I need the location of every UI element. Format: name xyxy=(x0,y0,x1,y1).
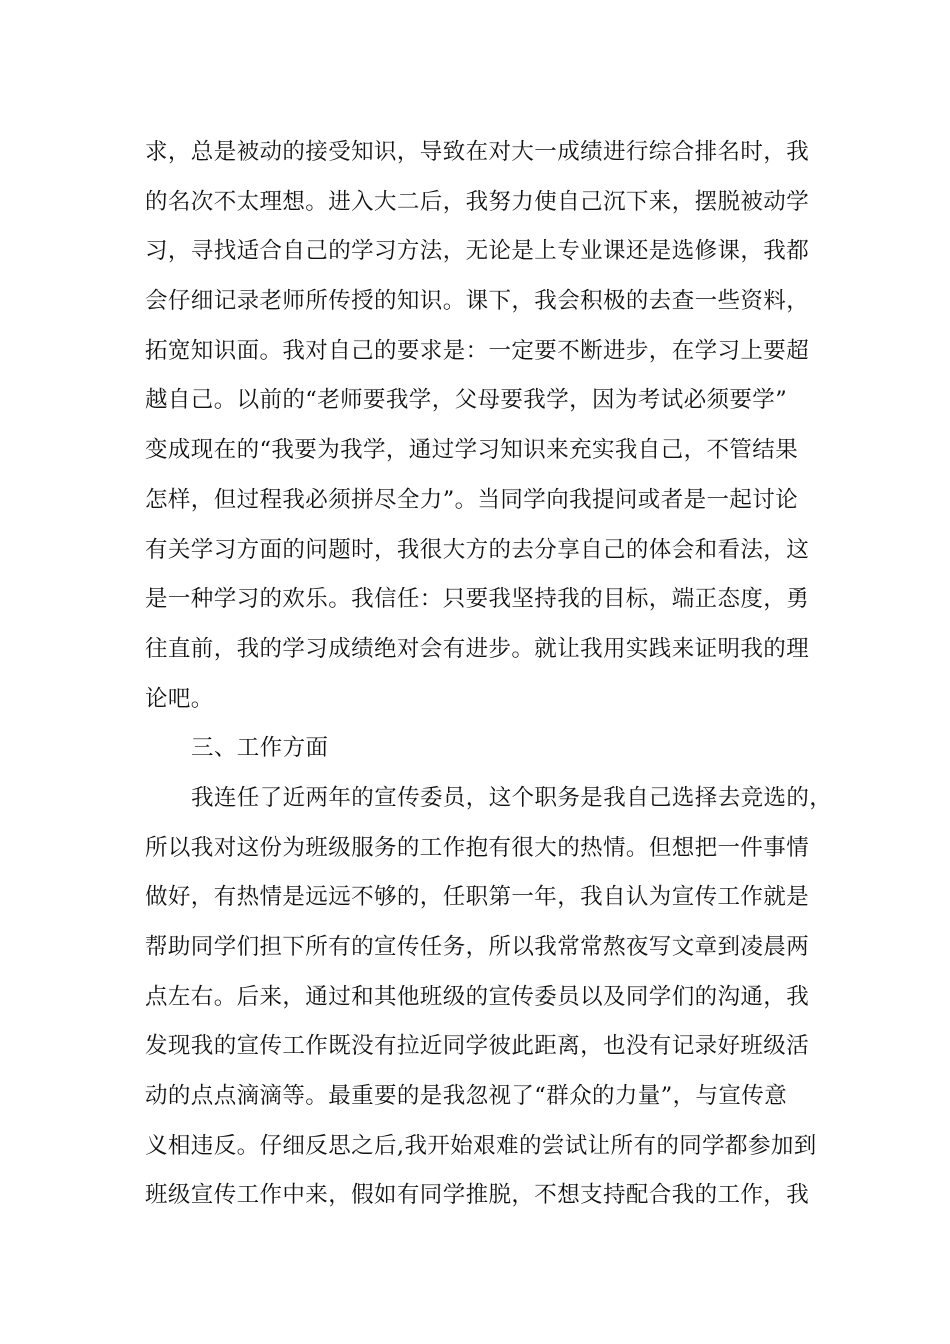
paragraph-line: 动的点点滴滴等。最重要的是我忽视了“群众的力量”，与宣传意 xyxy=(145,1083,788,1110)
paragraph-line: 习，寻找适合自己的学习方法，无论是上专业课还是选修课，我都 xyxy=(145,238,810,265)
paragraph-line: 越自己。以前的“老师要我学，父母要我学，因为考试必须要学” xyxy=(145,387,788,414)
paragraph-line: 我连任了近两年的宣传委员，这个职务是我自己选择去竞选的， xyxy=(191,784,833,811)
document-body xyxy=(145,128,833,1221)
paragraph-line: 义相违反。仔细反思之后,我开始艰难的尝试让所有的同学都参加到 xyxy=(145,1132,817,1159)
paragraph-line: 班级宣传工作中来，假如有同学推脱，不想支持配合我的工作，我 xyxy=(145,1182,810,1209)
paragraph-line: 所以我对这份为班级服务的工作抱有很大的热情。但想把一件事情 xyxy=(145,834,810,861)
paragraph-line: 拓宽知识面。我对自己的要求是：一定要不断进步，在学习上要超 xyxy=(145,337,810,364)
paragraph-line: 做好，有热情是远远不够的，任职第一年，我自认为宣传工作就是 xyxy=(145,884,810,911)
paragraph-line: 的名次不太理想。进入大二后，我努力使自己沉下来，摆脱被动学 xyxy=(145,188,810,215)
paragraph-line: 求，总是被动的接受知识，导致在对大一成绩进行综合排名时，我 xyxy=(145,139,810,165)
paragraph-line: 发现我的宣传工作既没有拉近同学彼此距离，也没有记录好班级活 xyxy=(145,1033,810,1060)
section-heading: 三、工作方面 xyxy=(191,735,329,762)
paragraph-line: 是一种学习的欢乐。我信任：只要我坚持我的目标，端正态度，勇 xyxy=(145,586,810,613)
paragraph-line: 变成现在的“我要为我学，通过学习知识来充实我自己，不管结果 xyxy=(145,437,799,464)
paragraph-line: 会仔细记录老师所传授的知识。课下，我会积极的去查一些资料， xyxy=(145,288,810,315)
paragraph-line: 点左右。后来，通过和其他班级的宣传委员以及同学们的沟通，我 xyxy=(145,983,810,1010)
paragraph-line: 有关学习方面的问题时，我很大方的去分享自己的体会和看法，这 xyxy=(145,536,810,563)
paragraph-line: 怎样，但过程我必须拼尽全力”。当同学向我提问或者是一起讨论 xyxy=(145,486,799,513)
paragraph-line: 帮助同学们担下所有的宣传任务，所以我常常熬夜写文章到凌晨两 xyxy=(145,934,810,960)
paragraph-line: 往直前，我的学习成绩绝对会有进步。就让我用实践来证明我的理 xyxy=(145,635,810,662)
paragraph-line: 论吧。 xyxy=(145,685,214,712)
